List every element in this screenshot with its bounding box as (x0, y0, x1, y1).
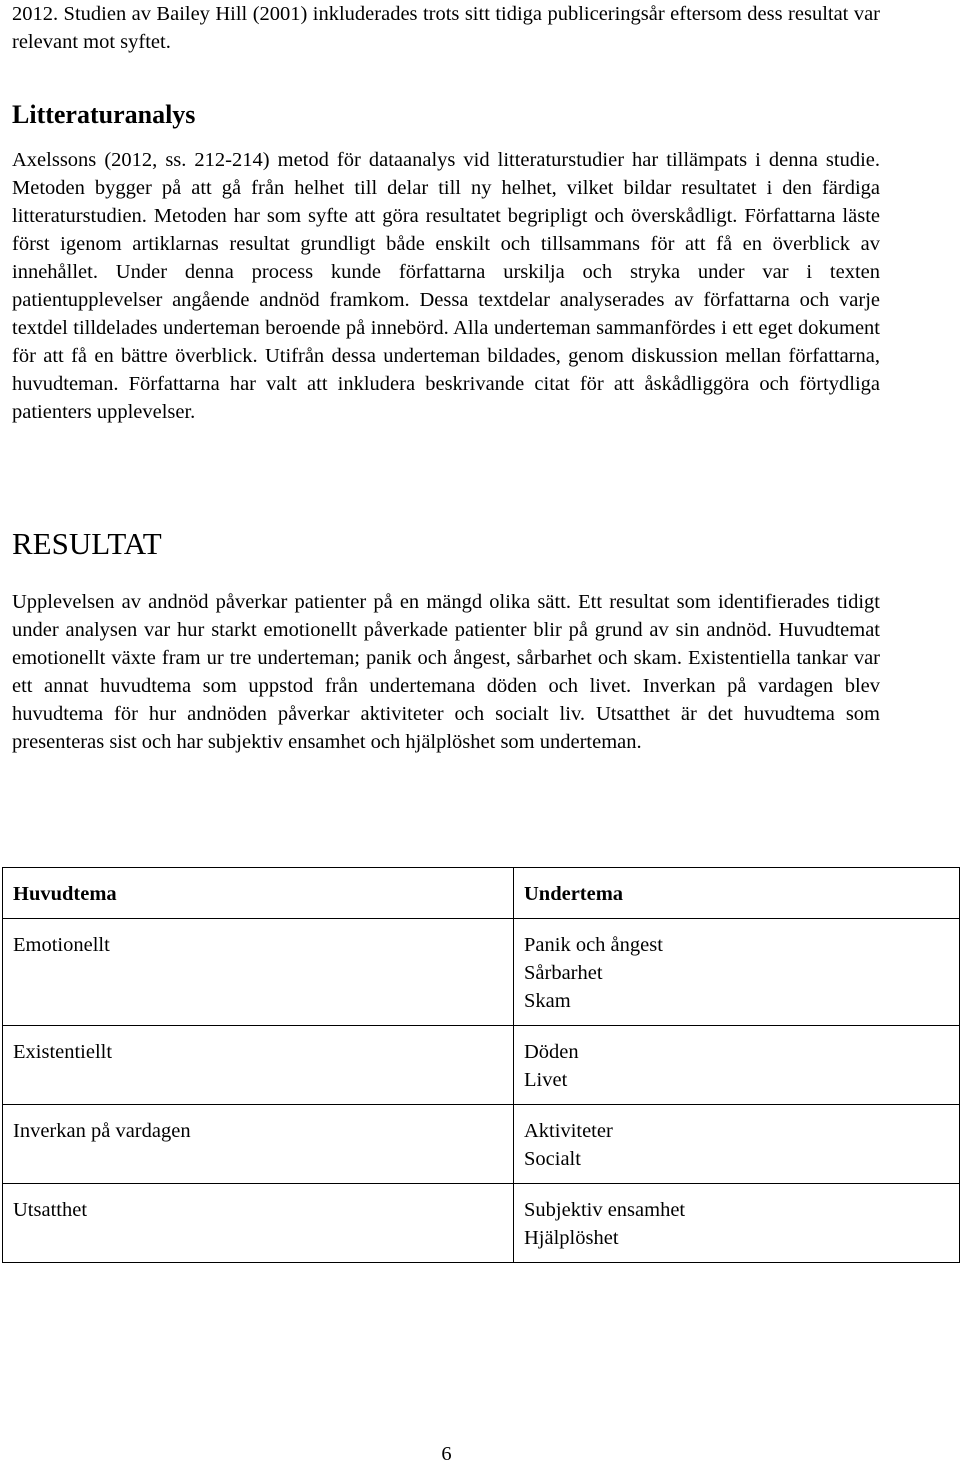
intro-paragraph: 2012. Studien av Bailey Hill (2001) inkluderades trots sitt tidiga publiceringsår eftersom dess resultat var relevant mot syftet. (12, 3, 880, 53)
sub-theme: Panik och ångest (524, 934, 663, 956)
main-theme-cell: Inverkan på vardagen (3, 1105, 514, 1184)
section-heading-resultat: RESULTAT (12, 526, 162, 561)
table-row (3, 1105, 960, 1184)
result-paragraph: Upplevelsen av andnöd påverkar patienter på en mängd olika sätt. Ett resultat som identifierades tidigt under analysen var hur starkt emotionellt påverkade patienter blir på grund av sin andnöd. Huvudtemat emotionellt växte fram ur tre underteman; panik och ångest, sårbarhet och skam. Existentiella tankar var ett annat huvudtema som uppstod från undertemana döden och livet. Inverkan på vardagen blev huvudtema för hur andnöden påverkar aktiviteter och socialt liv. Utsatthet är det huvudtema som presenteras sist och har subjektiv ensamhet och hjälplöshet som underteman. (12, 591, 880, 753)
main-theme-cell: Existentiellt (3, 1026, 514, 1105)
header-undertema: Undertema (514, 868, 960, 919)
sub-theme-cell (514, 1026, 960, 1105)
sub-theme: Döden (524, 1041, 579, 1063)
themes-table (2, 867, 960, 1263)
sub-theme: Socialt (524, 1148, 581, 1170)
main-theme-cell: Emotionellt (3, 919, 514, 1026)
table-row (3, 1184, 960, 1263)
sub-theme: Hjälplöshet (524, 1227, 619, 1249)
table-row (3, 1026, 960, 1105)
sub-theme: Sårbarhet (524, 962, 603, 984)
table-row (3, 919, 960, 1026)
analysis-paragraph: Axelssons (2012, ss. 212-214) metod för dataanalys vid litteraturstudier har tillämpats i denna studie. Metoden bygger på att gå från helhet till delar till ny helhet, vilket bildar resultatet i den färdiga litteraturstudien. Metoden har som syfte att göra resultatet begripligt och överskådligt. Författarna läste först igenom artiklarnas resultat grundligt både enskilt och tillsammans för att få en överblick av innehållet. Under denna process kunde författarna urskilja och stryka under var i texten patientupplevelser angående andnöd framkom. Dessa textdelar analyserades av författarna och varje textdel tilldelades underteman beroende på innebörd. Alla underteman sammanfördes i ett eget dokument för att få en bättre överblick. Utifrån dessa underteman bildades, genom diskussion mellan författarna, huvudteman. Författarna har valt att inkludera beskrivande citat för att åskådliggöra och förtydliga patienters upplevelser. (12, 149, 880, 423)
sub-theme: Livet (524, 1069, 568, 1091)
sub-theme: Skam (524, 990, 571, 1012)
page-number: 6 (441, 1443, 452, 1465)
sub-theme: Subjektiv ensamhet (524, 1199, 686, 1221)
main-theme-cell: Utsatthet (3, 1184, 514, 1263)
section-heading-litteraturanalys: Litteraturanalys (12, 100, 196, 129)
sub-theme-cell (514, 919, 960, 1026)
table-header-row (3, 868, 960, 919)
sub-theme: Aktiviteter (524, 1120, 613, 1142)
sub-theme-cell (514, 1105, 960, 1184)
sub-theme-cell (514, 1184, 960, 1263)
header-huvudtema: Huvudtema (3, 868, 514, 919)
